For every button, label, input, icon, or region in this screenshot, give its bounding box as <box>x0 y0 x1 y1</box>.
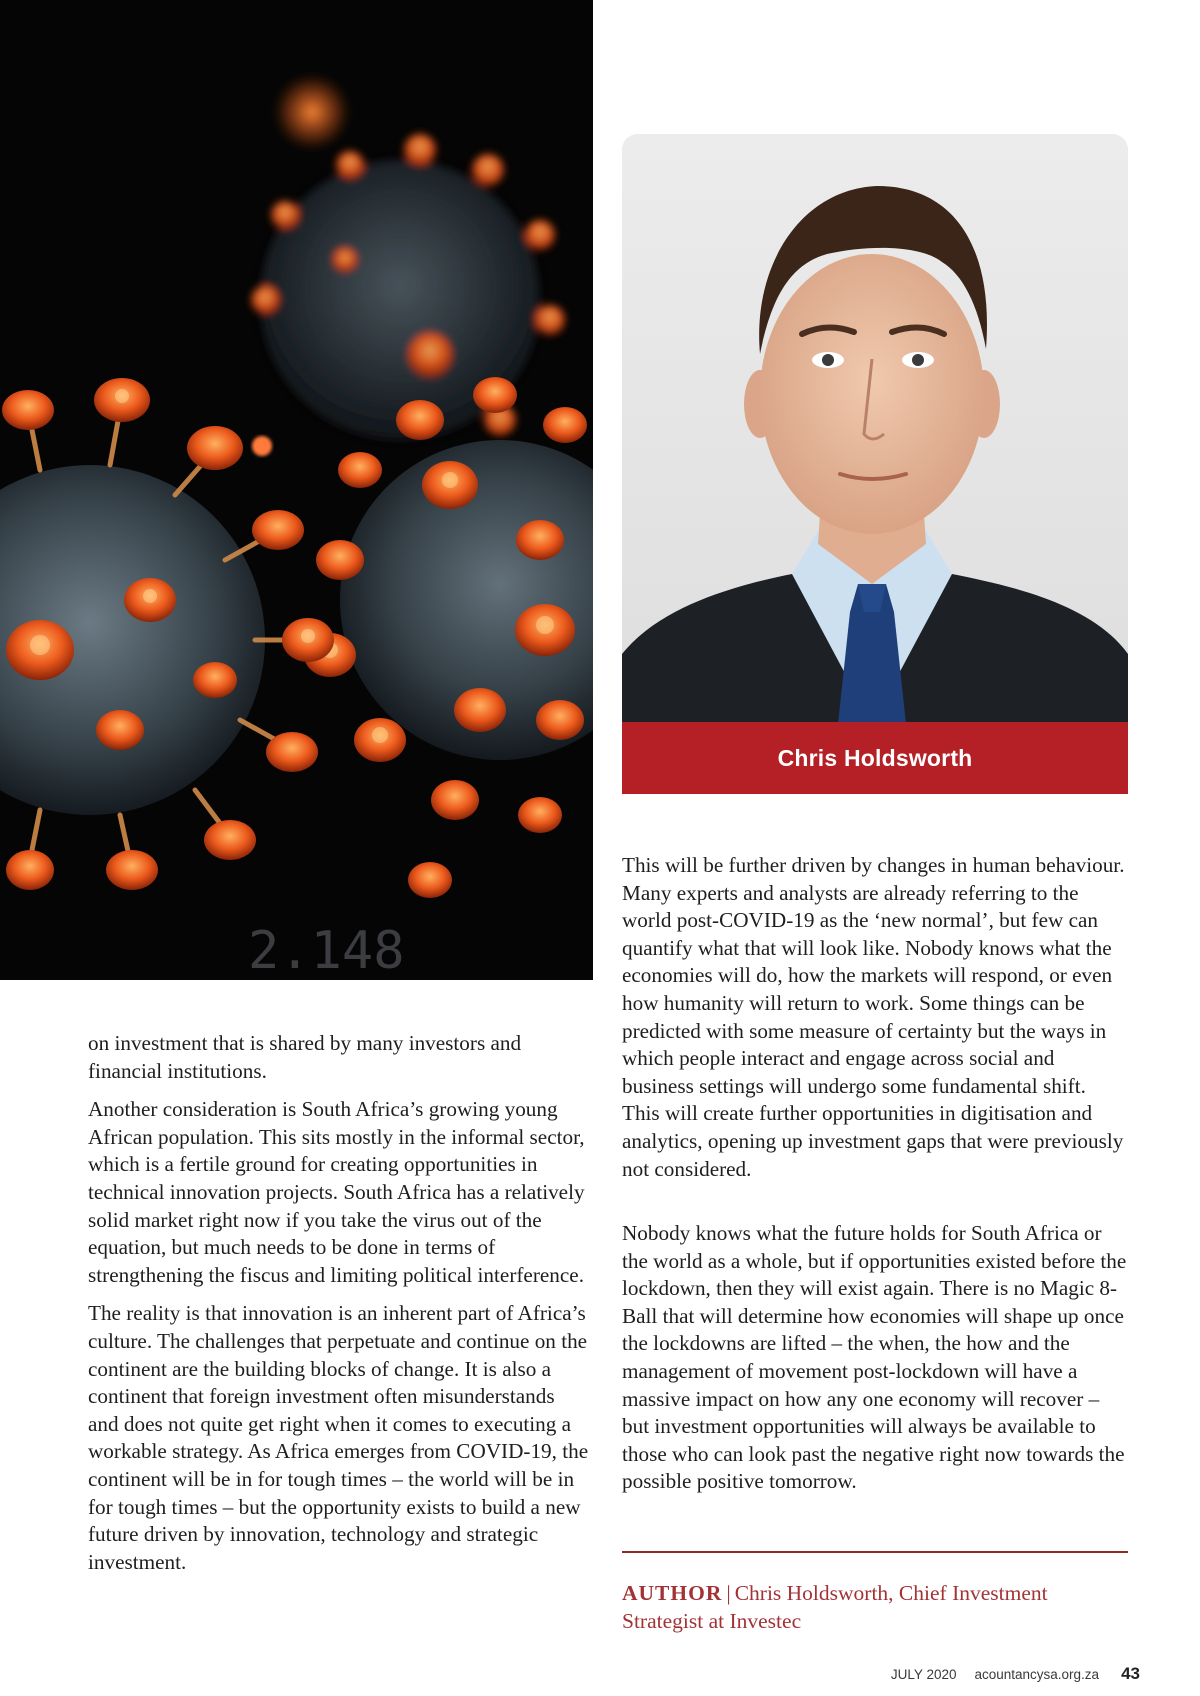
right-text-column-continued <box>622 1220 1128 1507</box>
website-url: acountancysa.org.za <box>974 1667 1100 1682</box>
body-paragraph: Another consideration is South Africa’s growing young African population. This sits mostly in the informal sector, which is a fertile ground for creating opportunities in technical innovation projects. South Africa has a relatively solid market right now if you take the virus out of the equation, but much needs to be done in terms of strengthening the fiscus and limiting political interference. <box>88 1097 585 1287</box>
issue-date: JULY 2020 <box>890 1667 957 1682</box>
page-footer <box>891 1664 1140 1684</box>
body-paragraph: Nobody knows what the future holds for South Africa or the world as a whole, but if opportunities existed before the lockdown, then they will exist again. There is no Magic 8-Ball that will determine how economies will shape up once the lockdowns are lifted – the when, the how and the management of movement post-lockdown will have a massive impact on how any one economy will recover – but investment opportunities will always be available to those who can look past the negative right now towards the possible positive tomorrow. <box>622 1221 1127 1494</box>
author-name: Chris Holdsworth <box>777 744 973 771</box>
left-text-column <box>88 1030 590 1587</box>
body-paragraph: on investment that is shared by many investors and financial institutions. <box>88 1031 522 1083</box>
body-paragraph: This will be further driven by changes in human behaviour. Many experts and analysts are already referring to the world post-COVID-19 as the ‘new normal’, but few can quantify what that will look like. Nobody knows what the economies will do, how the markets will respond, or even how humanity will return to work. Some things can be predicted with some measure of certainty but the ways in which people interact and engage across social and business settings will undergo some fundamental shift. This will create further opportunities in digitisation and analytics, opening up investment gaps that were previously not considered. <box>622 853 1125 1181</box>
page-number: 43 <box>1121 1664 1140 1683</box>
author-portrait-card <box>622 134 1128 794</box>
coronavirus-image <box>0 0 593 980</box>
author-name-banner <box>622 722 1128 794</box>
author-label: AUTHOR <box>622 1581 723 1605</box>
right-text-column <box>622 852 1128 1194</box>
author-divider <box>622 1551 1128 1553</box>
author-photo <box>622 134 1128 724</box>
body-paragraph: The reality is that innovation is an inherent part of Africa’s culture. The challenges that perpetuate and continue on the continent are the building blocks of change. It is also a continent that foreign investment often misunderstands and does not quite get right when it comes to executing a workable strategy. As Africa emerges from COVID-19, the continent will be in for tough times – the world will be in for tough times – but the opportunity exists to build a new future driven by innovation, technology and strategic investment. <box>88 1301 589 1574</box>
author-credit <box>622 1580 1128 1635</box>
author-credit-text: Chris Holdsworth, Chief Investment Strategist at Investec <box>622 1581 1048 1633</box>
author-separator: | <box>726 1581 731 1605</box>
hero-overlay-text: 2.148 <box>248 921 405 980</box>
